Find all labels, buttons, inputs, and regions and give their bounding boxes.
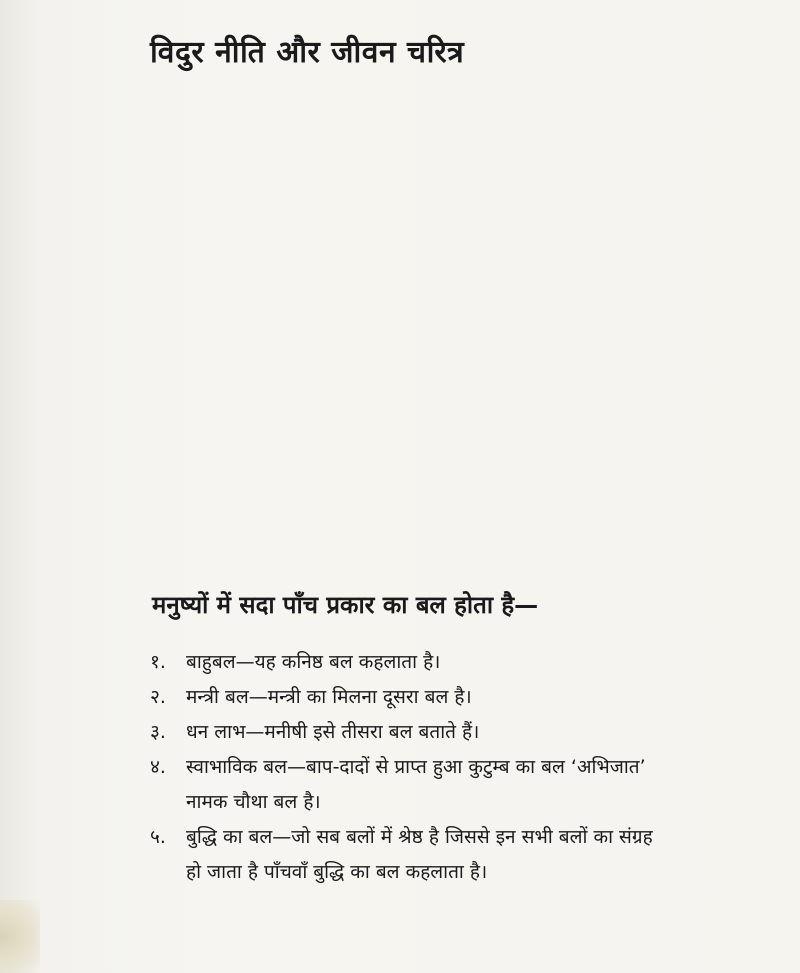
item-text: बाहुबल—यह कनिष्ठ बल कहलाता है। — [186, 651, 441, 673]
list-item — [150, 715, 670, 750]
item-text: धन लाभ—मनीषी इसे तीसरा बल बताते हैं। — [186, 721, 480, 743]
item-number: १. — [150, 651, 166, 673]
list-item — [150, 750, 670, 820]
item-number: ३. — [150, 721, 166, 743]
item-number: ५. — [150, 826, 166, 848]
item-text: मन्त्री बल—मन्त्री का मिलना दूसरा बल है। — [186, 686, 472, 708]
item-number: २. — [150, 686, 166, 708]
list-item — [150, 645, 670, 680]
show-through-decoration — [210, 70, 239, 160]
list-item — [150, 820, 670, 890]
page-title: विदुर नीति और जीवन चरित्र — [150, 35, 465, 70]
list-item — [150, 680, 670, 715]
points-list — [150, 645, 670, 890]
item-number: ४. — [150, 756, 166, 778]
item-text: स्वाभाविक बल—बाप-दादों से प्राप्त हुआ कुटुम्ब का बल ‘अभिजात’ नामक चौथा बल है। — [186, 756, 646, 813]
section-heading: मनुष्यों में सदा पाँच प्रकार का बल होता है— — [152, 591, 539, 619]
item-text: बुद्धि का बल—जो सब बलों में श्रेष्ठ है जिससे इन सभी बलों का संग्रह हो जाता है पाँचवाँ बुद्धि का बल कहलाता है। — [186, 826, 653, 883]
page-stain — [0, 900, 40, 973]
